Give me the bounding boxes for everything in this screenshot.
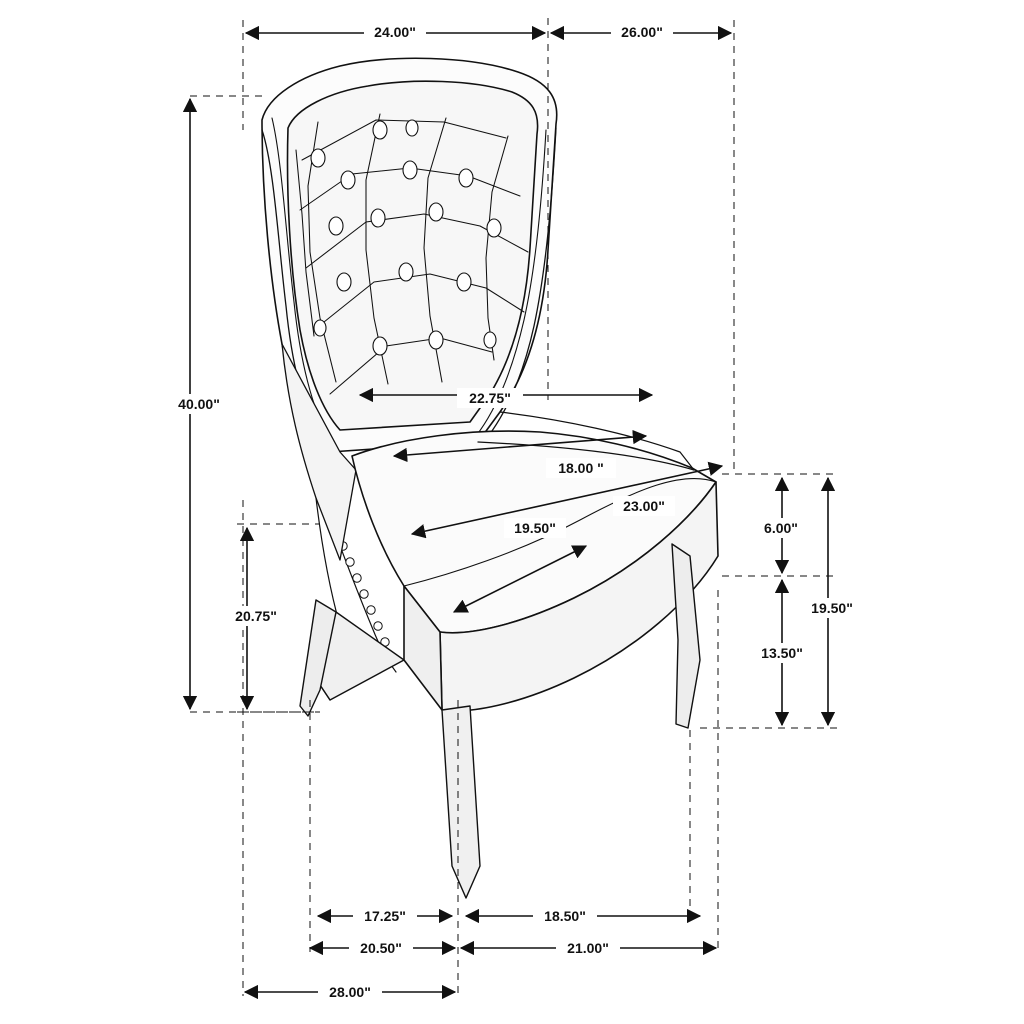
dim-label-6: 6.00" — [764, 520, 798, 536]
dim-label-1950-seat: 19.50" — [514, 520, 556, 536]
dim-label-1850: 18.50" — [544, 908, 586, 924]
dim-label-24: 24.00" — [374, 24, 416, 40]
dim-label-40: 40.00" — [178, 396, 220, 412]
dim-label-1950-right: 19.50" — [811, 600, 853, 616]
dim-label-23: 23.00" — [623, 498, 665, 514]
dim-label-1725: 17.25" — [364, 908, 406, 924]
dim-label-1350: 13.50" — [761, 645, 803, 661]
dim-label-2075: 20.75" — [235, 608, 277, 624]
dim-label-2050: 20.50" — [360, 940, 402, 956]
dim-label-26: 26.00" — [621, 24, 663, 40]
dim-label-18: 18.00 " — [558, 460, 604, 476]
dim-label-2100: 21.00" — [567, 940, 609, 956]
dim-label-2275: 22.75" — [469, 390, 511, 406]
dim-label-28: 28.00" — [329, 984, 371, 1000]
